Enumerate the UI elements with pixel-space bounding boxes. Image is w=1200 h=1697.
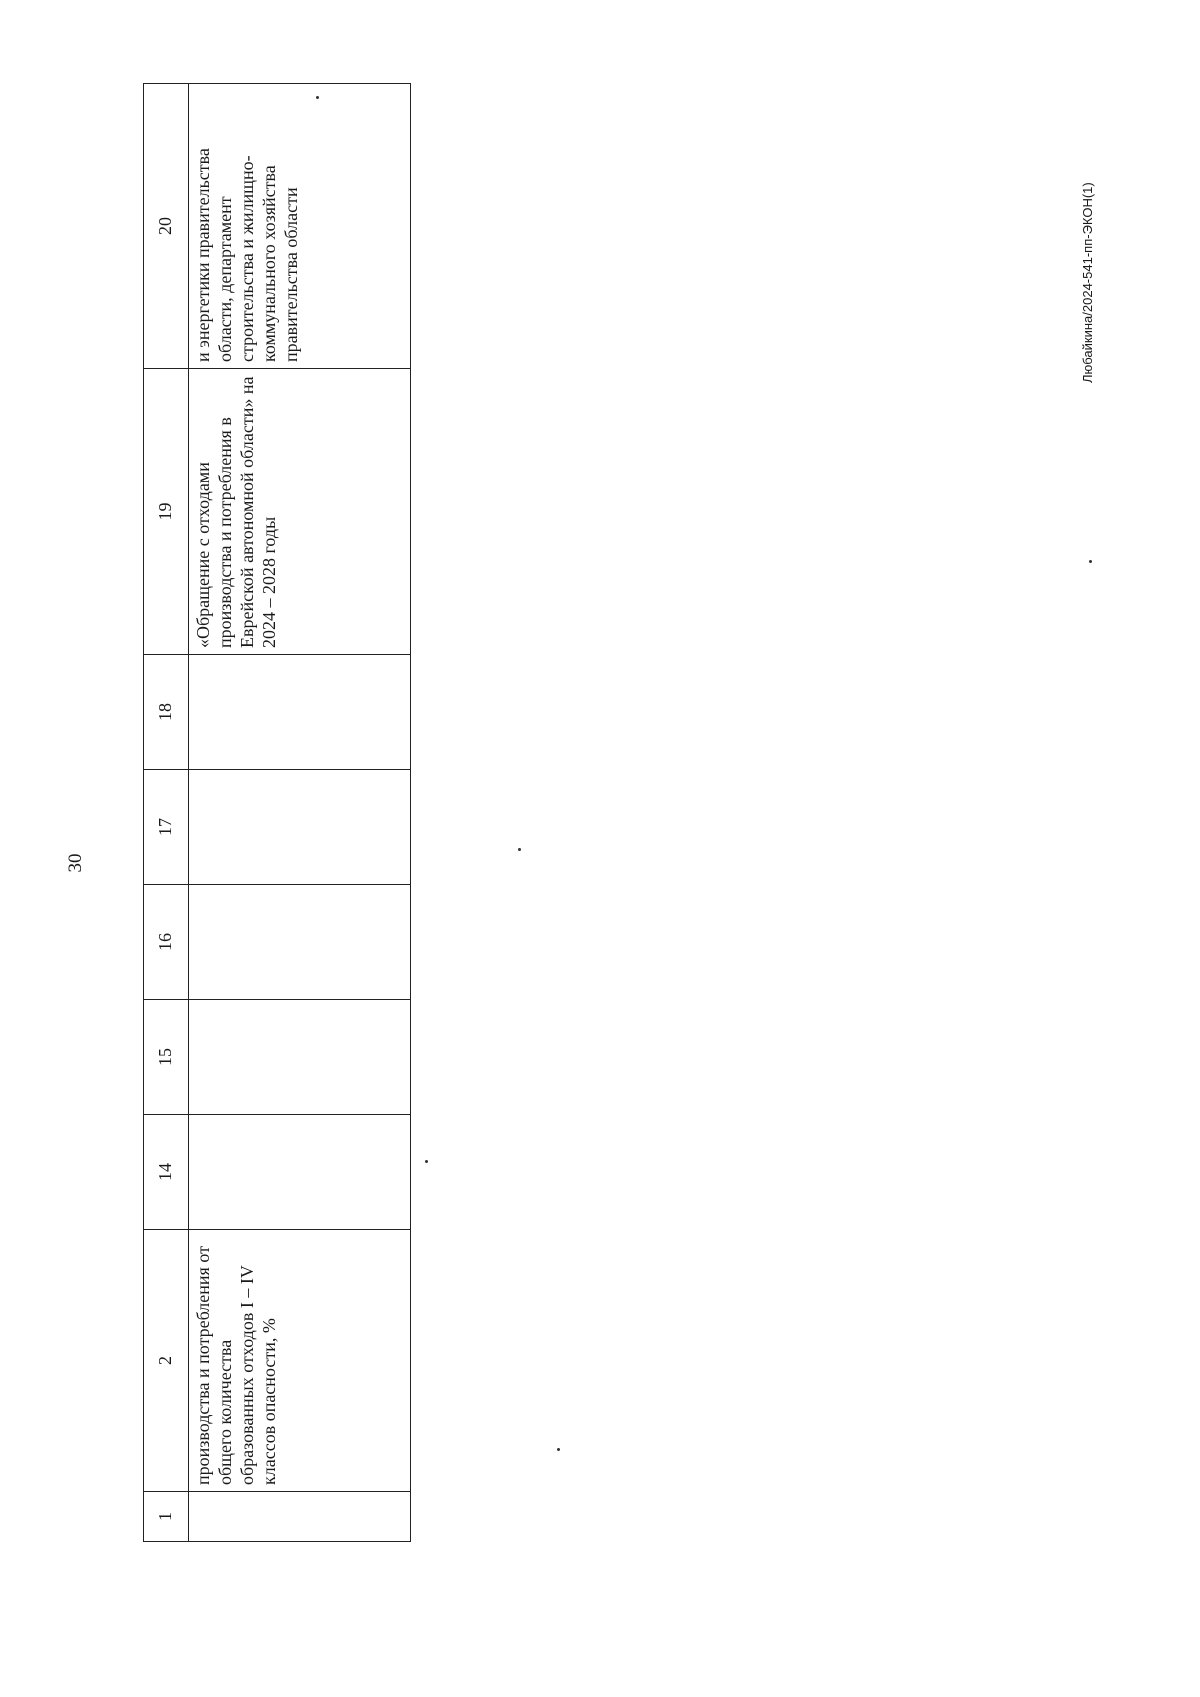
scan-speck [1089,560,1092,563]
table-cell [189,1000,411,1115]
scan-speck [557,1448,560,1451]
data-table-container [143,84,411,1542]
table-header-row [144,84,189,1542]
scan-speck [518,848,521,851]
column-header: 1 [144,1492,189,1542]
column-header: 17 [144,770,189,885]
column-header: 14 [144,1115,189,1230]
scan-speck [316,96,319,99]
page-number: 30 [65,853,86,873]
column-header: 18 [144,655,189,770]
table-cell [189,885,411,1000]
document-footer-code: Любайкина/2024-541-пп-ЭКОН(1) [1080,182,1095,383]
responsible-executor-cell: и энергетики правительства области, департамент строительства и жилищно-коммунального хозяйства правительства области [189,84,411,369]
program-name-cell: «Обращение с отходами производства и потребления в Еврейской автономной области» на 2024 – 2028 годы [189,369,411,655]
column-header: 19 [144,369,189,655]
table-cell [189,1115,411,1230]
table-row [189,84,411,1542]
column-header: 15 [144,1000,189,1115]
table-cell [189,1492,411,1542]
column-header: 2 [144,1230,189,1492]
column-header: 16 [144,885,189,1000]
table-cell [189,770,411,885]
data-table [143,83,411,1542]
column-header: 20 [144,84,189,369]
table-cell [189,655,411,770]
indicator-name-cell: производства и потребления от общего количества образованных отходов I – IV классов опасности, % [189,1230,411,1492]
scan-speck [425,1160,428,1163]
